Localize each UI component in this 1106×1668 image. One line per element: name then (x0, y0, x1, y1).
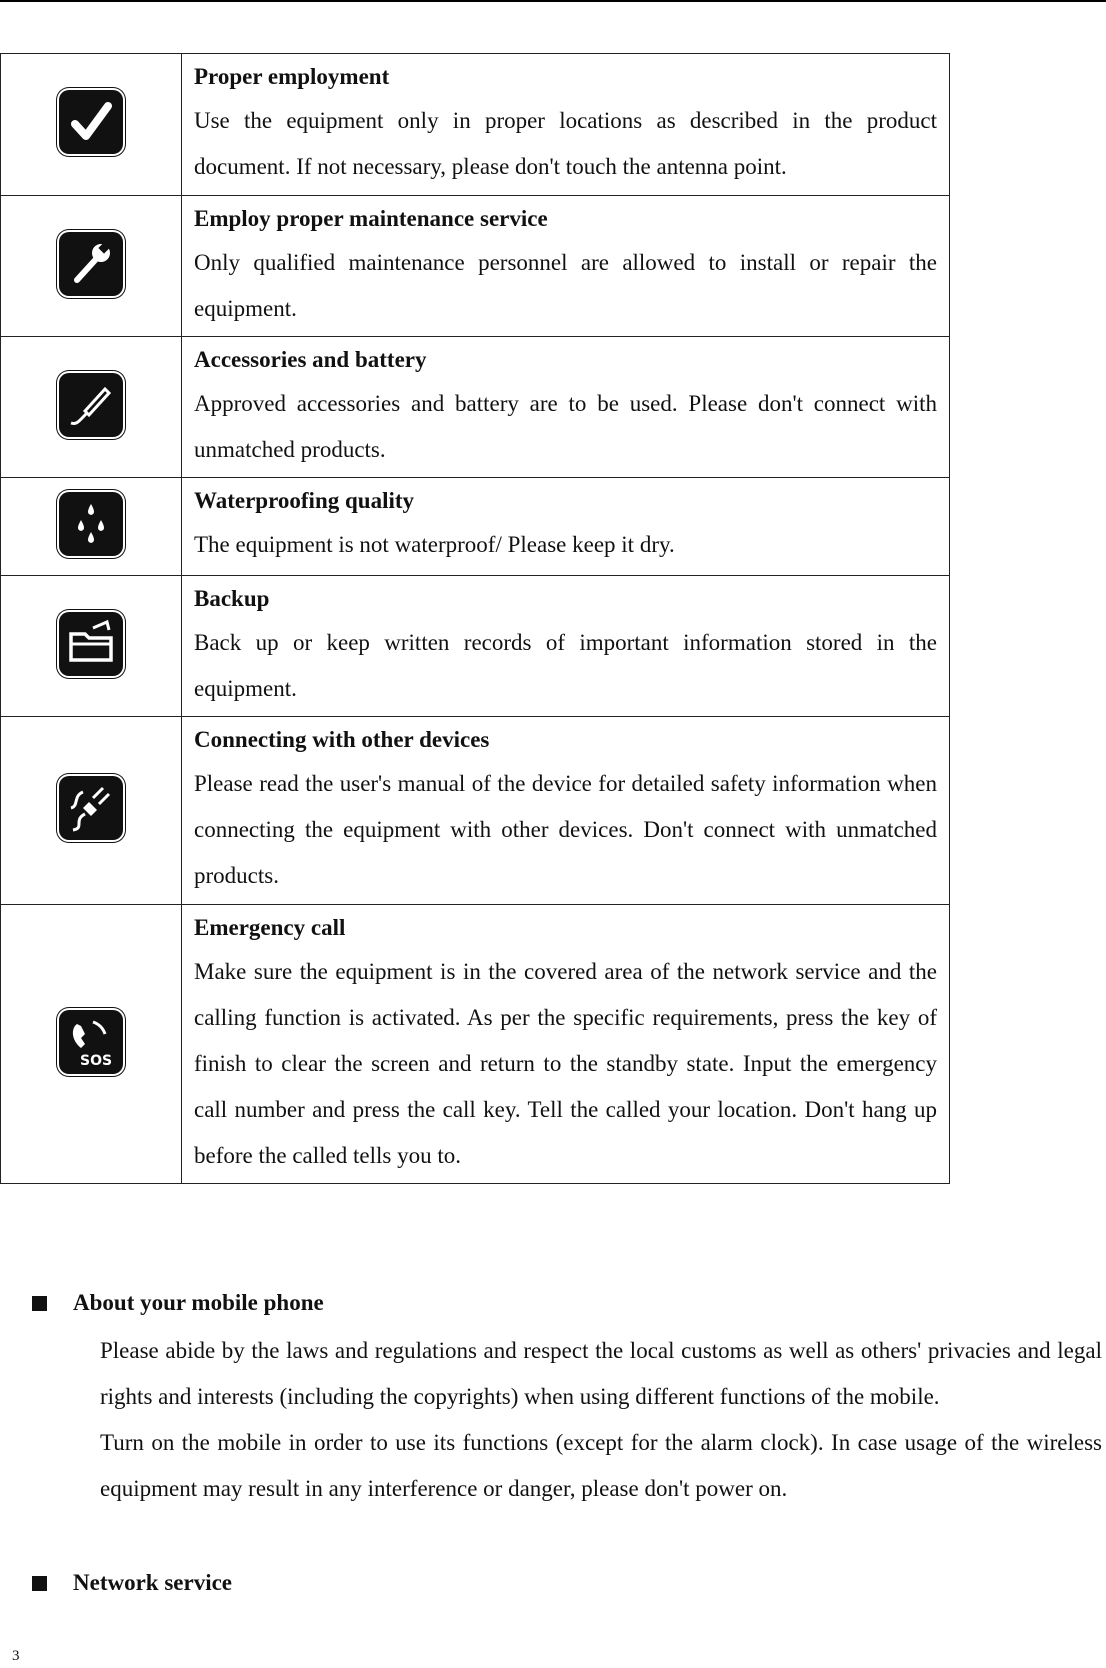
network-section (0, 1570, 1106, 1596)
about-section (0, 1290, 1106, 1512)
text-cell (182, 576, 950, 717)
wrench-icon (57, 230, 125, 298)
text-cell (182, 196, 950, 337)
about-paragraph-2: Turn on the mobile in order to use its functions (except for the alarm clock). In case usage of the wireless equipment may result in any interference or danger, please don't power on. (100, 1430, 1102, 1501)
row-body: Back up or keep written records of important information stored in the equipment. (194, 630, 937, 701)
row-title: Accessories and battery (194, 347, 427, 372)
table-row (1, 576, 950, 717)
bullet-square-icon (32, 1296, 47, 1311)
row-body: Approved accessories and battery are to be used. Please don't connect with unmatched products. (194, 391, 937, 462)
row-title: Proper employment (194, 64, 390, 89)
row-title: Emergency call (194, 915, 346, 940)
icon-cell (1, 576, 182, 717)
row-title: Backup (194, 586, 270, 611)
row-title: Waterproofing quality (194, 488, 415, 513)
header-rule (0, 0, 1106, 2)
row-body: Use the equipment only in proper locations as described in the product document. If not necessary, please don't touch the antenna point. (194, 108, 937, 179)
text-cell (182, 905, 950, 1184)
table-row (1, 905, 950, 1184)
row-body: Please read the user's manual of the device for detailed safety information when connecting the equipment with other devices. Don't connect with unmatched products. (194, 771, 937, 888)
bullet-square-icon (32, 1576, 47, 1591)
page-number: 3 (12, 1648, 20, 1664)
safety-table (0, 53, 950, 1184)
row-body: The equipment is not waterproof/ Please keep it dry. (194, 532, 675, 557)
table-row (1, 717, 950, 905)
icon-cell (1, 337, 182, 478)
text-cell (182, 478, 950, 576)
network-heading-text: Network service (73, 1570, 233, 1595)
checkmark-icon (57, 88, 125, 156)
water-drops-icon (57, 490, 125, 558)
icon-cell (1, 905, 182, 1184)
sos-phone-icon (57, 1008, 125, 1076)
row-title: Connecting with other devices (194, 727, 490, 752)
about-heading (0, 1290, 1106, 1316)
table-row (1, 196, 950, 337)
folder-icon (57, 610, 125, 678)
row-title: Employ proper maintenance service (194, 206, 548, 231)
pen-plug-icon (57, 371, 125, 439)
table-row (1, 478, 950, 576)
row-body: Make sure the equipment is in the covered area of the network service and the calling function is activated. As per the specific requirements, press the key of finish to clear the screen and return to the standby state. Input the emergency call number and press the call key. Tell the called your location. Don't hang up before the called tells you to. (194, 959, 937, 1168)
text-cell (182, 337, 950, 478)
about-heading-text: About your mobile phone (73, 1290, 324, 1315)
icon-cell (1, 54, 182, 196)
table-row (1, 337, 950, 478)
row-body: Only qualified maintenance personnel are allowed to install or repair the equipment. (194, 250, 937, 321)
text-cell (182, 54, 950, 196)
icon-cell (1, 196, 182, 337)
icon-cell (1, 478, 182, 576)
text-cell (182, 717, 950, 905)
icon-cell (1, 717, 182, 905)
about-paragraph-1: Please abide by the laws and regulations and respect the local customs as well as others' privacies and legal rights and interests (including the copyrights) when using different functions of the mobile. (100, 1338, 1102, 1409)
plug-cable-icon (57, 774, 125, 842)
table-row (1, 54, 950, 196)
network-heading (0, 1570, 1106, 1596)
svg-text:SOS: SOS (80, 1052, 113, 1069)
